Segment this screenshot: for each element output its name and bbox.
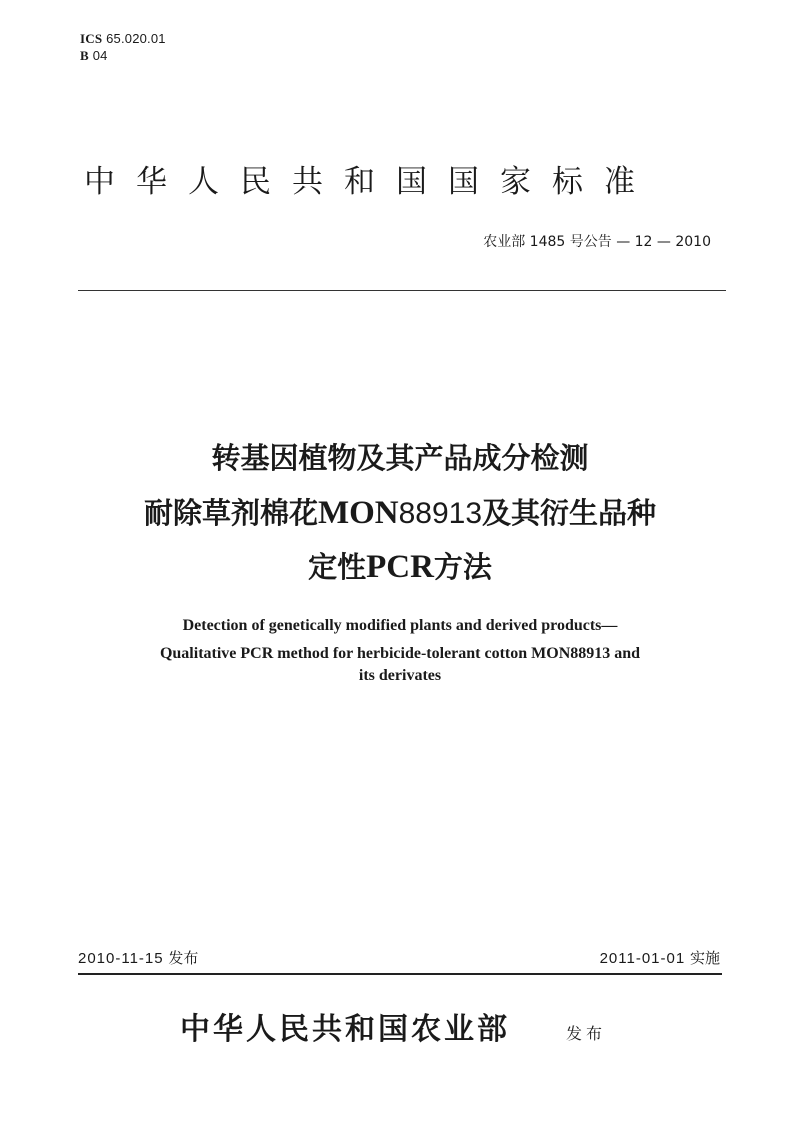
ics-code: 65.020.01 xyxy=(106,31,166,46)
header-divider xyxy=(78,290,726,291)
title-cn-line-2-prefix: 耐除草剂棉花 xyxy=(143,496,318,530)
implement-date-row xyxy=(600,948,720,969)
ccs-code: 04 xyxy=(92,48,108,63)
title-en-line-1: Detection of genetically modified plants and derived products— xyxy=(182,617,618,634)
ccs-row xyxy=(80,47,166,64)
publisher-action: 发布 xyxy=(566,1024,607,1043)
issue-date-row xyxy=(78,948,198,969)
title-cn-code-digits: 88913 xyxy=(398,497,483,530)
title-en-line-3: its derivates xyxy=(358,667,442,684)
publisher-name: 中华人民共和国农业部 xyxy=(180,1012,510,1047)
standard-type-heading: 中华人民共和国国家标准 xyxy=(84,164,656,200)
ics-label: ICS xyxy=(80,31,103,46)
footer-divider xyxy=(78,973,722,975)
title-cn-line-2-suffix: 及其衍生品种 xyxy=(482,496,657,530)
title-cn-method-code: PCR xyxy=(366,549,434,585)
title-cn-code-letters: MON xyxy=(317,495,399,531)
ics-row xyxy=(80,30,166,47)
ccs-label: B xyxy=(80,48,89,63)
title-cn-line-3-suffix: 方法 xyxy=(433,550,492,584)
title-cn-line-2 xyxy=(0,490,800,537)
implement-date: 2011-01-01 xyxy=(599,950,686,967)
standard-number: 农业部 1485 号公告 — 12 — 2010 xyxy=(483,234,711,250)
title-cn-line-3-prefix: 定性 xyxy=(308,550,367,584)
title-en-line-2: Qualitative PCR method for herbicide-tolerant cotton MON88913 and xyxy=(159,645,641,662)
title-cn-line-3 xyxy=(0,544,800,590)
classification-codes xyxy=(80,30,166,64)
implement-label: 实施 xyxy=(689,949,720,967)
title-cn-line-1: 转基因植物及其产品成分检测 xyxy=(211,441,589,475)
issue-label: 发布 xyxy=(168,949,199,967)
issue-date: 2010-11-15 xyxy=(78,950,164,967)
